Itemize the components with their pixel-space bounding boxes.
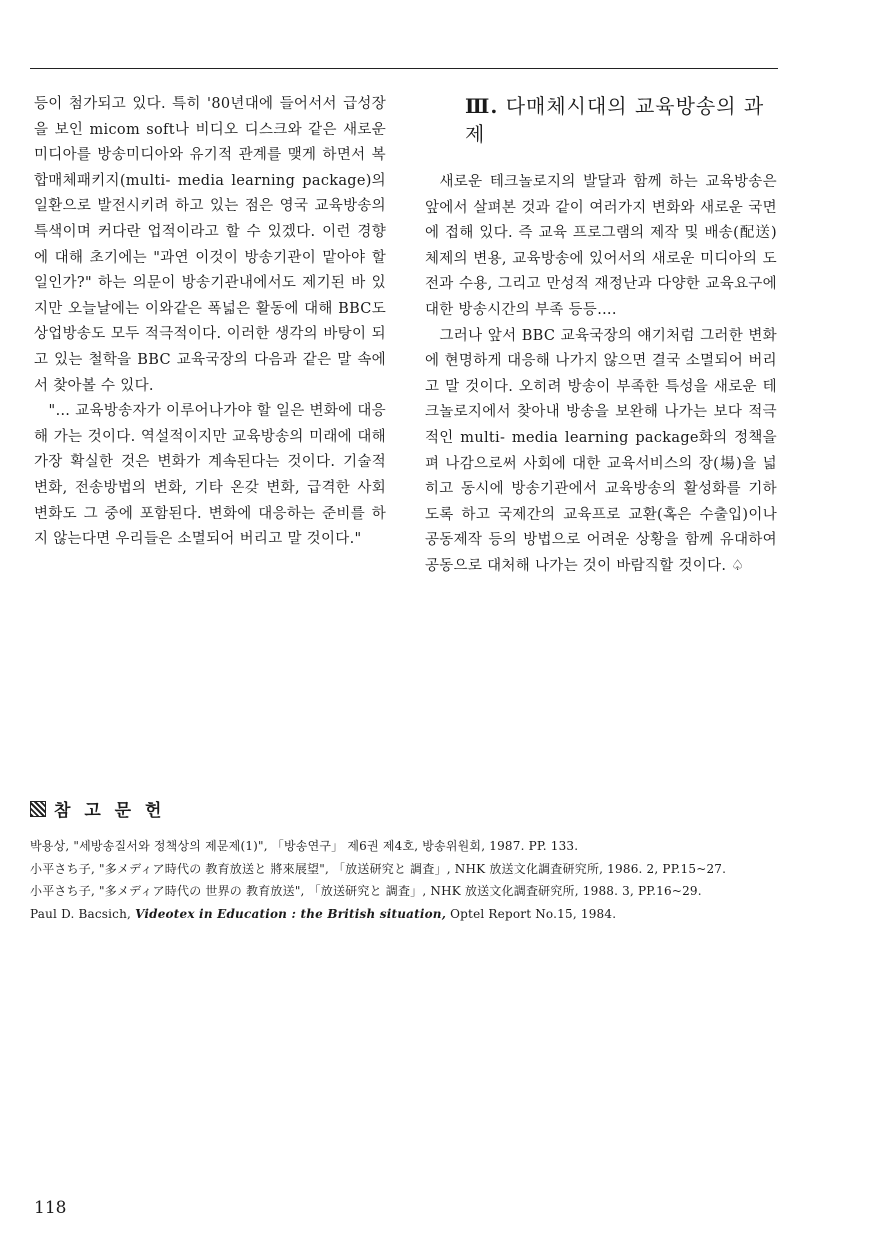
- reference-4-rest: Optel Report No.15, 1984.: [450, 906, 617, 921]
- reference-item-2: 小平さち子, "多メディア時代の 教育放送と 將來展望", 「放送研究と 調査」, NHK 放送文化調査研究所, 1986. 2, PP.15~27.: [30, 861, 727, 876]
- section-number: Ⅲ.: [465, 94, 499, 118]
- left-paragraph-2: "… 교육방송자가 이루어나가야 할 일은 변화에 대응해 가는 것이다. 역설적이지만 교육방송의 미래에 대해 가장 확실한 것은 변화가 계속된다는 것이다. 기술적 변화, 전송방법의 변화, 기타 온갖 변화, 급격한 사회 변화도 그 중에 포함된다. 변화에 대응하는 준비를 하지 않는다면 우리들은 소멸되어 버리고 말 것이다.": [34, 403, 386, 548]
- references-heading: [30, 796, 790, 821]
- reference-4-title: Videotex in Education : the British situation,: [135, 906, 447, 921]
- right-paragraph-1: 새로운 테크놀로지의 발달과 함께 하는 교육방송은 앞에서 살펴본 것과 같이 여러가지 변화와 새로운 국면에 접해 있다. 즉 교육 프로그램의 제작 및 배송(配送)체제의 변용, 교육방송에 있어서의 새로운 미디아의 도전과 수용, 그리고 만성적 재정난과 다양한 교육요구에 대한 방송시간의 부족 등등….: [425, 174, 777, 318]
- right-paragraph-2: [425, 324, 777, 580]
- reference-item-3: 小平さち子, "多メディア時代の 世界の 教育放送", 「放送研究と 調査」, NHK 放送文化調査研究所, 1988. 3, PP.16~29.: [30, 884, 702, 898]
- right-column: [425, 92, 777, 580]
- section-heading: [425, 92, 777, 148]
- references-heading-text: 참 고 문 헌: [54, 801, 166, 821]
- reference-item-1: 박용상, "세방송질서와 정책상의 제문제(1)", 「방송연구」 제6권 제4호, 방송위원회, 1987. PP. 133.: [30, 839, 579, 853]
- page-number: 118: [34, 1198, 67, 1218]
- right-paragraph-2-text: 그러나 앞서 BBC 교육국장의 얘기처럼 그러한 변화에 현명하게 대응해 나가지 않으면 결국 소멸되어 버리고 말 것이다. 오히려 방송이 부족한 특성을 새로운 테크놀로지에서 찾아내 방송을 보완해 나가는 보다 적극적인 multi- media learning package화의 정책을 펴 나감으로써 사회에 대한 교육서비스의 장(場)을 넓히고 동시에 방송기관에서 교육방송의 활성화를 기하도록 하고 국제간의 교육프로 교환(혹은 수출입)이나 공동제작 등의 방법으로 어려운 상황을 함께 유대하여 공동으로 대처해 나가는 것이 바람직할 것이다.: [425, 327, 777, 574]
- left-column: [34, 92, 386, 553]
- reference-4-author: Paul D. Bacsich,: [30, 906, 132, 921]
- left-paragraph-1: 등이 첨가되고 있다. 특히 '80년대에 들어서서 급성장을 보인 micom soft나 비디오 디스크와 같은 새로운 미디아를 방송미디아와 유기적 관계를 맺게 하면서 복합매체패키지(multi- media learning package)의 일환으로 발전시키려 하고 있는 점은 영국 교육방송의 특색이며 커다란 업적이라고 할 수 있겠다. 이런 경향에 대해 초기에는 "과연 이것이 방송기관이 맡아야 할 일인가?" 하는 의문이 방송기관내에서도 제기된 바 있지만 오늘날에는 이와같은 폭넓은 활동에 대해 BBC도 상업방송도 모두 적극적이다. 이러한 생각의 바탕이 되고 있는 철학을 BBC 교육국장의 다음과 같은 말 속에서 찾아볼 수 있다.: [34, 96, 386, 394]
- reference-item-4: [30, 903, 790, 926]
- section-title: 다매체시대의 교육방송의 과제: [465, 94, 765, 146]
- top-rule: [30, 68, 778, 69]
- hatched-square-icon: [30, 801, 46, 817]
- references-section: [30, 796, 790, 925]
- end-mark-icon: ♤: [731, 557, 745, 574]
